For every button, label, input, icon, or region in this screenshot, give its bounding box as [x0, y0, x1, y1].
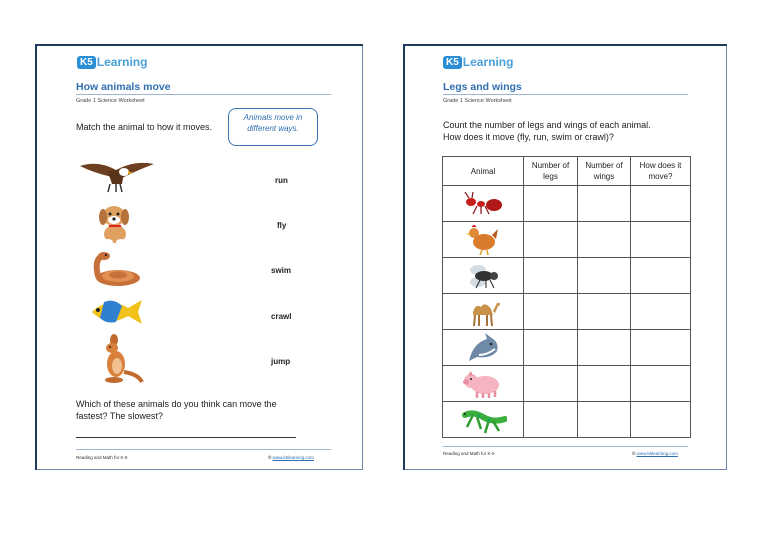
logo-k5-right: K5 [443, 56, 462, 69]
table-row [443, 294, 691, 330]
bubble-line-1: Animals move in [243, 113, 303, 122]
cell-fly [443, 258, 524, 294]
cell-ant [443, 186, 524, 222]
page-title-right: Legs and wings [443, 81, 522, 93]
cell-chicken [443, 222, 524, 258]
answer-line [76, 437, 296, 438]
chicken-image [466, 225, 500, 255]
header-legs [524, 157, 578, 186]
cell-chicken-legs[interactable] [524, 222, 578, 258]
logo-k5: K5 [77, 56, 96, 69]
shark-image [465, 333, 501, 363]
snake-image [88, 250, 142, 288]
instruction-text-right [443, 119, 651, 143]
cell-shark-move[interactable] [631, 330, 691, 366]
camel-image [465, 297, 501, 327]
page-subtitle: Grade 1 Science Worksheet [76, 98, 145, 104]
ant-image [461, 192, 505, 216]
cell-lizard [443, 402, 524, 438]
cell-fly-legs[interactable] [524, 258, 578, 294]
word-jump: jump [271, 357, 291, 366]
footer-divider [76, 449, 331, 450]
word-fly: fly [277, 221, 287, 230]
cell-camel [443, 294, 524, 330]
legs-wings-table [442, 156, 691, 438]
cell-pig [443, 366, 524, 402]
cell-pig-wings[interactable] [578, 366, 631, 402]
cell-lizard-legs[interactable] [524, 402, 578, 438]
cell-ant-move[interactable] [631, 186, 691, 222]
fly-image [464, 262, 502, 290]
cell-lizard-move[interactable] [631, 402, 691, 438]
table-row [443, 402, 691, 438]
table-header-row [443, 157, 691, 186]
table-row [443, 330, 691, 366]
pig-image [463, 369, 503, 399]
header-animal: Animal [443, 157, 524, 186]
word-crawl: crawl [271, 312, 292, 321]
footer-right-right [632, 451, 678, 456]
cell-chicken-move[interactable] [631, 222, 691, 258]
cell-camel-move[interactable] [631, 294, 691, 330]
cell-pig-move[interactable] [631, 366, 691, 402]
speech-bubble [228, 108, 318, 146]
cell-fly-move[interactable] [631, 258, 691, 294]
footer-divider-right [443, 446, 688, 447]
instruction-line-2: How does it move (fly, run, swim or crawl)? [443, 132, 614, 142]
header-move-line2: move? [648, 172, 673, 181]
title-divider-right [443, 94, 688, 95]
cell-shark-wings[interactable] [578, 330, 631, 366]
word-run: run [275, 176, 288, 185]
eagle-image [78, 158, 156, 194]
cell-shark [443, 330, 524, 366]
puppy-image [96, 202, 134, 246]
header-legs-line1: Number of [531, 161, 570, 170]
question-line-2: fastest? The slowest? [76, 411, 163, 421]
logo-learning-right: Learning [462, 55, 514, 69]
table-row [443, 222, 691, 258]
page-subtitle-right: Grade 1 Science Worksheet [443, 98, 512, 104]
logo-learning: Learning [96, 55, 148, 69]
header-move-line1: How does it [639, 161, 682, 170]
table-row [443, 186, 691, 222]
copyright-symbol: © [268, 455, 272, 460]
instruction-line-1: Count the number of legs and wings of each animal. [443, 120, 651, 130]
title-divider [76, 94, 331, 95]
table-row [443, 366, 691, 402]
footer-left-right: Reading and Math for K-5 [443, 451, 495, 456]
footer-link[interactable]: www.k5learning.com [272, 455, 314, 460]
word-swim: swim [271, 266, 292, 275]
cell-shark-legs[interactable] [524, 330, 578, 366]
cell-fly-wings[interactable] [578, 258, 631, 294]
header-legs-line2: legs [543, 172, 558, 181]
question-text [76, 398, 277, 422]
bubble-line-2: different ways. [247, 124, 299, 133]
question-line-1: Which of these animals do you think can move the [76, 399, 277, 409]
cell-chicken-wings[interactable] [578, 222, 631, 258]
instruction-text: Match the animal to how it moves. [76, 122, 213, 132]
header-move [631, 157, 691, 186]
header-wings-line1: Number of [585, 161, 623, 170]
fish-image [86, 296, 146, 328]
cell-lizard-wings[interactable] [578, 402, 631, 438]
cell-camel-wings[interactable] [578, 294, 631, 330]
copyright-symbol-right: © [632, 451, 636, 456]
header-wings [578, 157, 631, 186]
kangaroo-image [100, 334, 144, 384]
cell-pig-legs[interactable] [524, 366, 578, 402]
cell-camel-legs[interactable] [524, 294, 578, 330]
table-row [443, 258, 691, 294]
lizard-image [459, 405, 507, 435]
k5-learning-logo [77, 54, 147, 70]
page-title: How animals move [76, 81, 171, 93]
cell-ant-legs[interactable] [524, 186, 578, 222]
footer-right [268, 455, 314, 460]
k5-learning-logo-right [443, 54, 513, 70]
header-wings-line2: wings [593, 172, 615, 181]
footer-left: Reading and Math for K-5 [76, 455, 128, 460]
footer-link-right[interactable]: www.k5learning.com [636, 451, 678, 456]
cell-ant-wings[interactable] [578, 186, 631, 222]
